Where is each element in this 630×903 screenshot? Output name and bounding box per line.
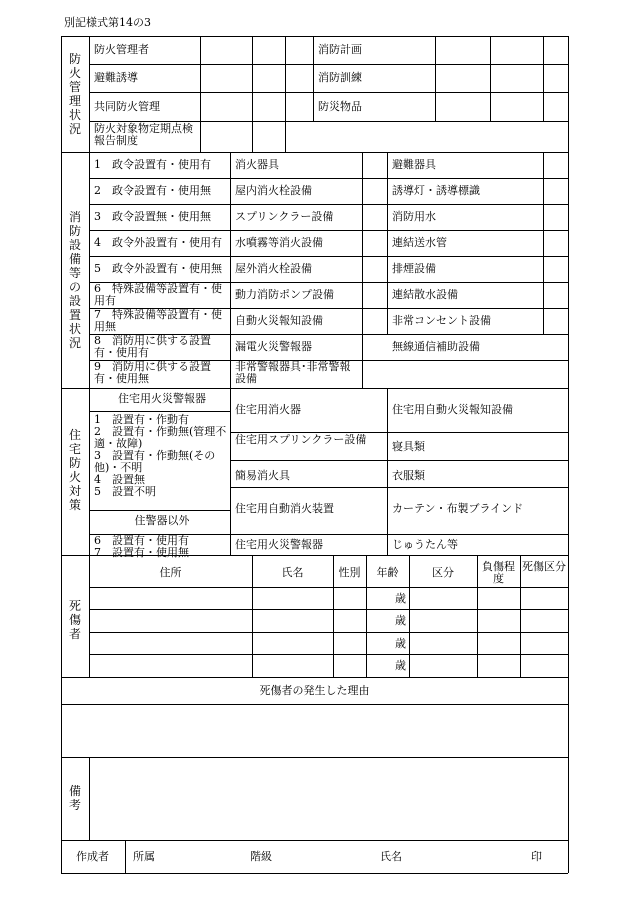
- equipment-status-option: 1 政令設置有・使用有: [94, 158, 211, 171]
- equipment-item: 漏電火災警報器: [235, 340, 312, 353]
- equipment-item: 無線通信補助設備: [392, 340, 480, 353]
- casualty-reason-input[interactable]: [62, 705, 567, 756]
- age-unit: 歳: [395, 592, 406, 605]
- affiliation-input[interactable]: [156, 841, 244, 872]
- header-address: 住所: [159, 566, 182, 579]
- periodic-inspection-label: 防火対象物定期点検報告制度: [94, 122, 193, 147]
- rank-input[interactable]: [281, 841, 374, 872]
- residential-item: 住宅用火災警報器: [235, 538, 323, 551]
- equipment-row-line: [89, 178, 568, 179]
- casualty-name-cell[interactable]: [253, 633, 332, 653]
- remarks-input[interactable]: [90, 758, 567, 839]
- residential-item: 衣服類: [392, 469, 425, 482]
- equipment-row-line: [89, 256, 568, 257]
- header-death: 死傷区分: [522, 560, 566, 573]
- equipment-item: 動力消防ポンプ設備: [235, 288, 334, 301]
- equipment-item: 水噴霧等消火設備: [235, 236, 323, 249]
- fire-mgmt-col: [313, 36, 314, 121]
- other-options: 6 設置有・使用有 7 設置有・使用無: [94, 534, 189, 559]
- residential-row-line: [230, 487, 568, 488]
- casualty-address-cell[interactable]: [90, 633, 251, 653]
- equipment-item: 連結送水管: [392, 236, 447, 249]
- header-sex: 性別: [338, 566, 361, 579]
- equipment-col: [387, 152, 388, 334]
- casualty-col: [520, 555, 521, 677]
- fire-mgmt-input-cell[interactable]: [286, 37, 312, 63]
- residential-item: 住宅用自動火災報知設備: [392, 403, 513, 416]
- affiliation-label: 所属: [133, 850, 155, 863]
- casualty-address-cell[interactable]: [90, 610, 251, 631]
- author-col: [125, 840, 126, 873]
- fire-retardant-goods-label: 防災物品: [318, 100, 362, 113]
- equipment-status-option: 7 特殊設備等設置有・使用無: [94, 308, 222, 333]
- header-age: 年齢: [376, 566, 399, 579]
- residential-row-line: [230, 460, 568, 461]
- equipment-item: 避難器具: [392, 158, 436, 171]
- name-label: 氏名: [380, 850, 402, 863]
- fire-manager-label: 防火管理者: [94, 43, 149, 56]
- incident-report-form: [61, 36, 569, 874]
- residential-item: 住宅用自動消火装置: [235, 502, 334, 515]
- fire-mgmt-row-line: [89, 92, 568, 93]
- residential-item: 住宅用消火器: [235, 403, 301, 416]
- fire-mgmt-input-cell[interactable]: [253, 37, 284, 63]
- residential-section-label: 住宅防火対策: [68, 428, 81, 512]
- equipment-item: 屋外消火栓設備: [235, 262, 312, 275]
- equipment-status-option: 6 特殊設備等設置有・使用有: [94, 282, 222, 307]
- label-col-divider: [89, 36, 90, 555]
- equipment-status-option: 8 消防用に供する設置有・使用有: [94, 334, 211, 359]
- residential-item: 寝具類: [392, 440, 425, 453]
- residential-col: [387, 388, 388, 555]
- section-divider: [61, 677, 568, 678]
- form-border-right: [568, 36, 569, 873]
- residential-item: 簡易消火具: [235, 469, 290, 482]
- header-name: 氏名: [281, 566, 304, 579]
- form-title: 別記様式第14の3: [64, 16, 151, 29]
- fire-mgmt-input-cell[interactable]: [436, 37, 489, 63]
- fire-plan-label: 消防計画: [318, 43, 362, 56]
- age-unit: 歳: [395, 637, 406, 650]
- fire-mgmt-input-cell[interactable]: [544, 37, 567, 63]
- equipment-item: 非常警報器具･非常警報設備: [235, 360, 351, 385]
- author-label: 作成者: [76, 850, 109, 863]
- section-divider: [61, 388, 568, 389]
- casualty-name-cell[interactable]: [253, 588, 332, 608]
- equipment-status-option: 9 消防用に供する設置有・使用無: [94, 360, 211, 385]
- rank-label: 階級: [250, 850, 272, 863]
- fire-drill-label: 消防訓練: [318, 71, 362, 84]
- equipment-item: 消火器具: [235, 158, 279, 171]
- residential-line: [89, 411, 230, 412]
- equipment-row-line: [89, 230, 568, 231]
- residential-item: カーテン・布製ブラインド: [392, 502, 524, 515]
- equipment-status-option: 5 政令外設置有・使用無: [94, 262, 222, 275]
- equipment-item: 自動火災報知設備: [235, 314, 323, 327]
- residential-item: 住宅用スプリンクラー設備: [235, 433, 367, 446]
- form-border-bottom: [61, 873, 568, 874]
- other-header: 住警器以外: [134, 514, 190, 527]
- residential-row-line: [230, 534, 568, 535]
- residential-line: [89, 510, 230, 511]
- equipment-item: 排煙設備: [392, 262, 436, 275]
- joint-fire-management-label: 共同防火管理: [94, 100, 160, 113]
- remarks-label: 備考: [68, 784, 81, 812]
- fire-mgmt-input-cell[interactable]: [491, 37, 542, 63]
- equipment-col: [543, 152, 544, 334]
- equipment-status-option: 4 政令外設置有・使用有: [94, 236, 222, 249]
- casualty-name-cell[interactable]: [253, 610, 332, 631]
- casualty-name-cell[interactable]: [253, 655, 332, 676]
- age-unit: 歳: [395, 659, 406, 672]
- alarm-header: 住宅用火災警報器: [118, 392, 206, 405]
- fire-mgmt-input-cell[interactable]: [201, 37, 251, 63]
- equipment-item: 非常コンセント設備: [392, 314, 491, 327]
- casualties-section-label: 死傷者: [68, 599, 81, 641]
- casualty-reason-label: 死傷者の発生した理由: [259, 684, 370, 697]
- equipment-item: スプリンクラー設備: [235, 210, 334, 223]
- name-input[interactable]: [411, 841, 524, 872]
- section-divider: [61, 152, 568, 153]
- equipment-row-line: [89, 204, 568, 205]
- equipment-col: [362, 152, 363, 388]
- equipment-status-option: 2 政令設置有・使用無: [94, 184, 211, 197]
- age-unit: 歳: [395, 614, 406, 627]
- seal-label: 印: [531, 850, 542, 863]
- residential-item: じゅうたん等: [392, 538, 458, 551]
- equipment-col: [230, 152, 231, 555]
- evacuation-guidance-label: 避難誘導: [94, 71, 138, 84]
- alarm-options: 1 設置有・作動有 2 設置有・作動無(管理不適・故障) 3 設置有・作動無(その他)・不明 4 設置無 5 設置不明: [94, 413, 227, 498]
- header-category: 区分: [432, 566, 454, 579]
- casualty-address-cell[interactable]: [90, 655, 251, 676]
- fire-mgmt-row-line: [89, 64, 568, 65]
- equipment-status-option: 3 政令設置無・使用無: [94, 210, 211, 223]
- equipment-item: 誘導灯・誘導標識: [392, 184, 480, 197]
- casualty-address-cell[interactable]: [90, 588, 251, 608]
- header-injury: 負傷程度: [482, 560, 515, 585]
- equipment-section-label: 消防設備等の設置状況: [68, 210, 81, 350]
- equipment-item: 連結散水設備: [392, 288, 458, 301]
- equipment-item: 消防用水: [392, 210, 436, 223]
- equipment-item: 屋内消火栓設備: [235, 184, 312, 197]
- fire-management-section-label: 防火管理状況: [68, 52, 81, 136]
